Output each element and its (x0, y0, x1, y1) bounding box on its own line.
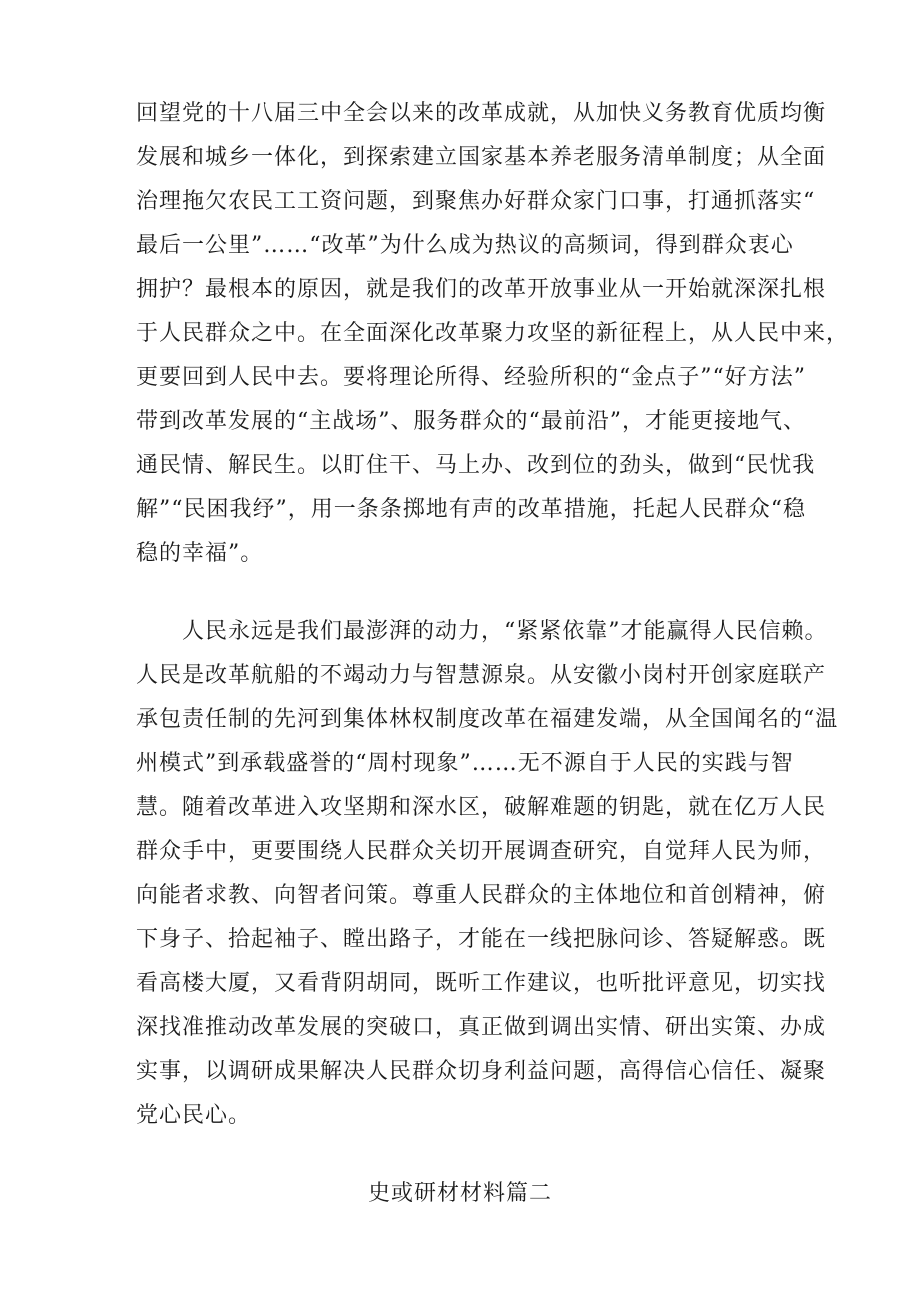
text-line: 向能者求教、向智者问策。尊重人民群众的主体地位和首创精神，俯 (136, 883, 827, 908)
text-line: 党心民心。 (136, 1103, 252, 1128)
text-line: 通民情、解民生。以盯住干、马上办、改到位的劲头，做到“民忧我 (136, 453, 816, 478)
text-line: 州模式”到承载盛誉的“周村现象”……无不源自于人民的实践与智 (136, 751, 794, 776)
text-line: 看高楼大厦，又看背阴胡同，既听工作建议，也听批评意见，切实找 (136, 971, 827, 996)
text-line: 慧。随着改革进入攻坚期和深水区，破解难题的钥匙，就在亿万人民 (136, 795, 827, 820)
text-line: 拥护？最根本的原因，就是我们的改革开放事业从一开始就深深扎根 (136, 277, 827, 302)
text-line: 最后一公里”……“改革”为什么成为热议的高频词，得到群众衷心 (136, 233, 794, 258)
text-line: 稳的幸福”。 (136, 541, 264, 566)
text-line: 回望党的十八届三中全会以来的改革成就，从加快义务教育优质均衡 (136, 101, 827, 126)
text-line: 实事，以调研成果解决人民群众切身利益问题，高得信心信任、凝聚 (136, 1059, 827, 1084)
text-line: 下身子、拾起袖子、瞠出路子，才能在一线把脉问诊、答疑解惑。既 (136, 927, 827, 952)
text-line: 解”“民困我纾”，用一条条掷地有声的改革措施，托起人民群众“稳 (136, 497, 806, 522)
text-line: 发展和城乡一体化，到探索建立国家基本养老服务清单制度；从全面 (136, 145, 827, 170)
text-line: 承包责任制的先河到集体林权制度改革在福建发端，从全国闻名的“温 (136, 707, 839, 732)
text-line: 人民永远是我们最澎湃的动力，“紧紧依靠”才能赢得人民信赖。 (136, 619, 828, 644)
text-line: 治理拖欠农民工工资问题，到聚焦办好群众家门口事，打通抓落实“ (136, 189, 816, 214)
text-line: 于人民群众之中。在全面深化改革聚力攻坚的新征程上，从人民中来， (136, 321, 850, 346)
text-line: 群众手中，更要围绕人民群众关切开展调查研究，自觉拜人民为师， (136, 839, 827, 864)
text-line: 带到改革发展的“主战场”、服务群众的“最前沿”，才能更接地气、 (136, 409, 806, 434)
section-heading: 史或研材材料篇二 (367, 1181, 552, 1206)
paragraph-reform-achievements (136, 92, 850, 576)
paragraph-people-driving-force (136, 610, 839, 1138)
text-line: 更要回到人民中去。要将理论所得、经验所积的“金点子”“好方法” (136, 365, 806, 390)
text-line: 人民是改革航船的不竭动力与智慧源泉。从安徽小岗村开创家庭联产 (136, 663, 827, 688)
text-line: 深找准推动改革发展的突破口，真正做到调出实情、研出实策、办成 (136, 1015, 827, 1040)
